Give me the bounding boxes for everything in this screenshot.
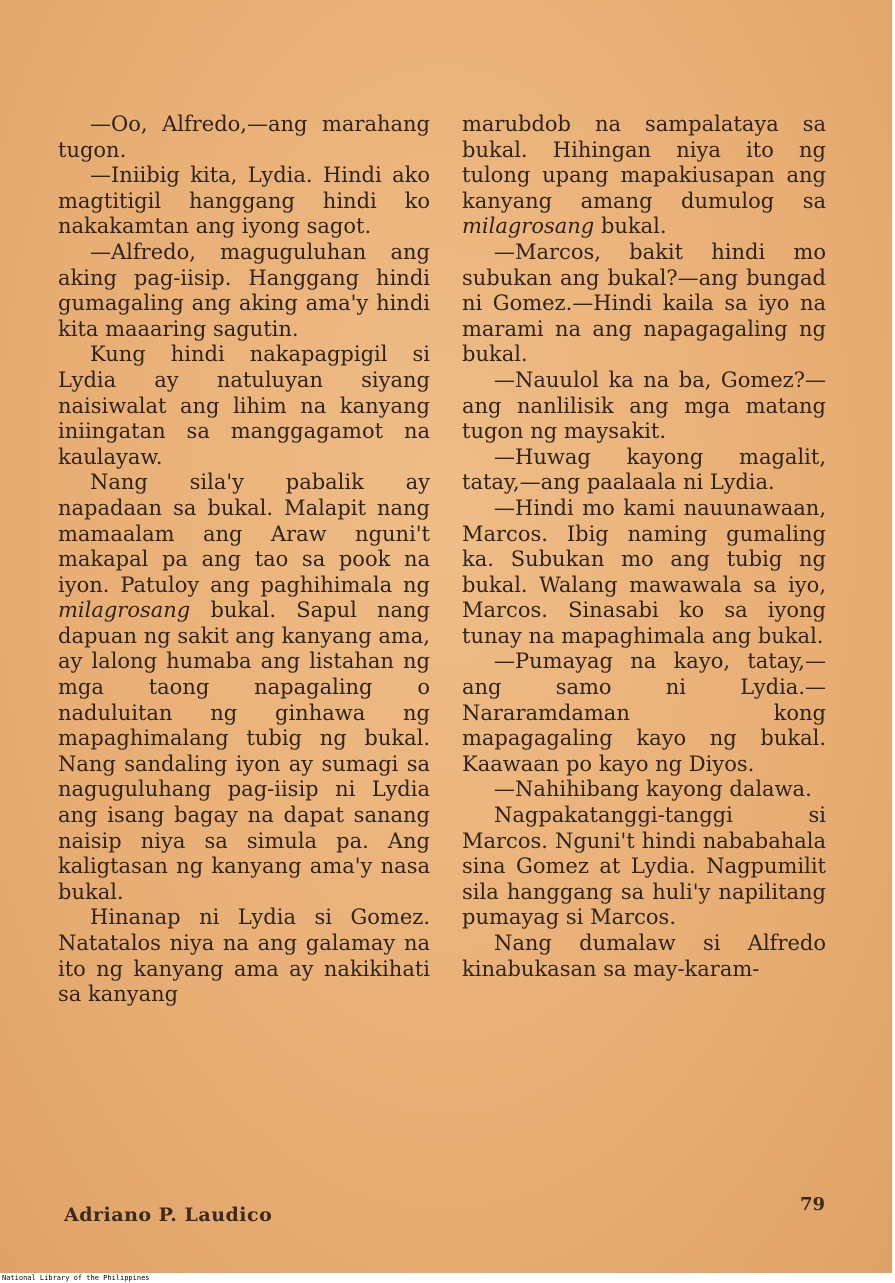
- right-column: [462, 112, 826, 982]
- paragraph-text: Nang sila'y pabalik ay napadaan sa bukal. Malapit nang mamaalam ang Araw nguni't makapal pa ang tao sa pook na iyon. Patuloy ang paghihimala ng: [58, 470, 430, 597]
- library-attribution: National Library of the Philippines: [2, 1274, 150, 1282]
- paragraph: —Nauulol ka na ba, Gomez?—ang nanlilisik ang mga matang tugon ng maysakit.: [462, 367, 826, 444]
- paragraph-text: bukal.: [594, 214, 667, 239]
- paragraph: —Nahihibang kayong dalawa.: [494, 777, 812, 802]
- paragraph: —Oo, Alfredo,—ang marahang tugon.: [58, 112, 430, 162]
- italic-word: milagrosang: [58, 598, 191, 623]
- paragraph: Nang dumalaw si Alfredo kinabukasan sa may-karam-: [462, 931, 826, 981]
- paragraph: [58, 470, 430, 905]
- paragraph: —Iniibig kita, Lydia. Hindi ako magtitigil hanggang hindi ko nakakamtan ang iyong sagot.: [58, 163, 430, 239]
- italic-word: milagrosang: [462, 214, 595, 239]
- page-number: 79: [800, 1194, 826, 1215]
- paragraph: Nagpakatanggi-tanggi si Marcos. Nguni't hindi nababahala sina Gomez at Lydia. Nagpumilit sila hanggang sa huli'y napilitang pumayag si Marcos.: [462, 803, 826, 930]
- paragraph: Kung hindi nakapagpigil si Lydia ay natuluyan siyang naisiwalat ang lihim na kanyang iniingatan sa manggagamot na kaulayaw.: [58, 342, 430, 469]
- paragraph: —Alfredo, maguguluhan ang aking pag-iisip. Hanggang hindi gumagaling ang aking ama'y hindi kita maaaring sagutin.: [58, 239, 430, 341]
- paragraph: —Huwag kayong magalit, tatay,—ang paalaala ni Lydia.: [462, 444, 826, 495]
- footer-author: Adriano P. Laudico: [64, 1204, 273, 1226]
- paragraph: —Marcos, bakit hindi mo subukan ang bukal?—ang bungad ni Gomez.—Hindi kaila sa iyo na marami na ang napagagaling ng bukal.: [462, 239, 826, 367]
- paragraph: —Pumayag na kayo, tatay,—ang samo ni Lydia.—Nararamdaman kong mapagagaling kayo ng bukal. Kaawaan po kayo ng Diyos.: [462, 649, 826, 776]
- paragraph: —Hindi mo kami nauunawaan, Marcos. Ibig naming gumaling ka. Subukan mo ang tubig ng bukal. Walang mawawala sa iyo, Marcos. Sinasabi ko sa iyong tunay na mapaghimala ang bukal.: [462, 495, 826, 648]
- left-column: [58, 112, 430, 1008]
- paragraph-text: bukal. Sapul nang dapuan ng sakit ang kanyang ama, ay lalong humaba ang listahan ng mga taong napagaling o naduluitan ng ginhawa ng mapaghimalang tubig ng bukal. Nang sandaling iyon ay sumagi sa naguguluhang pag-iisip ni Lydia ang isang bagay na dapat sanang naisip niya sa simula pa. Ang kaligtasan ng kanyang ama'y nasa bukal.: [58, 598, 430, 904]
- paragraph: Hinanap ni Lydia si Gomez. Natatalos niya na ang galamay na ito ng kanyang ama ay nakikihati sa kanyang: [58, 905, 430, 1007]
- paragraph: [462, 112, 826, 240]
- paragraph-text: marubdob na sampalataya sa bukal. Hihingan niya ito ng tulong upang mapakiusapan ang kanyang amang dumulog sa: [462, 112, 826, 213]
